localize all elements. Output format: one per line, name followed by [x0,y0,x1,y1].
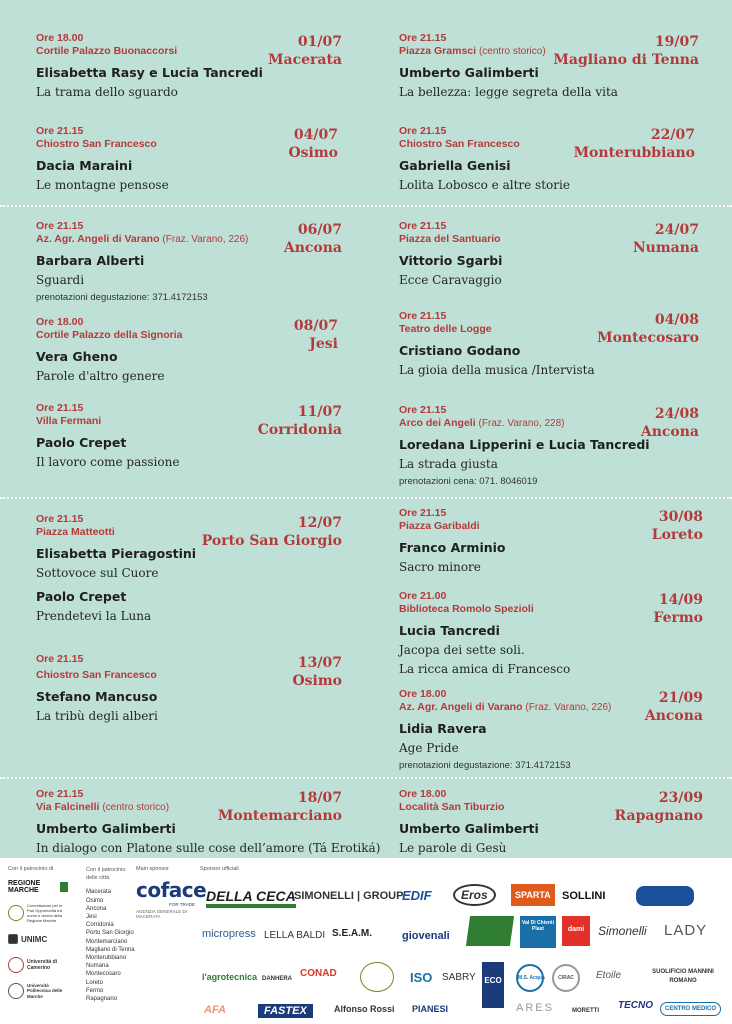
alfonso-rossi-logo: Alfonso Rossi [334,1004,395,1014]
event-city: Magliano di Tenna [553,52,699,68]
event-city: Montemarciano [217,808,342,824]
lella-baldi-logo: LELLA BALDI [264,930,326,941]
venue-note: (Fraz. Varano, 228) [478,418,565,429]
patronage-header: Con il patrocinio di [8,866,54,872]
regione-marche-logo [8,876,68,898]
event-card [399,32,699,100]
event-city: Numana [632,240,699,256]
lady-logo: LADY [664,922,708,939]
event-title: Prendetevi la Luna [36,609,152,623]
patronage-cities [86,866,136,1003]
event-time: Ore 21.15 [36,788,84,800]
centro-medico-logo: CENTRO MEDICO [660,1002,721,1016]
event-card [36,125,338,193]
event-title: Le parole di Gesù [399,841,507,855]
fastex-logo: FASTEX [258,1004,313,1018]
pari-opportunita-logo [8,902,68,924]
main-sponsor-block [136,866,207,919]
sponsors-footer [0,858,732,1024]
event-city: Ancona [283,240,342,256]
sparta-logo: SPARTA [511,884,555,906]
event-author: Franco Arminio [399,540,506,555]
row-separator [0,205,732,207]
sabry-logo: SABRY [442,972,476,983]
event-date: 14/09 [658,592,703,608]
venue-note: (Fraz. Varano, 226) [162,234,249,245]
dami-logo: dami [562,916,590,946]
event-title: La bellezza: legge segreta della vita [399,85,618,99]
event-city: Jesi [309,336,338,352]
ares-logo: ARES [516,1002,554,1014]
event-card [36,220,342,303]
event-time: Ore 21.15 [36,513,84,525]
event-title: La strada giusta [399,457,498,471]
val-di-chienti-logo: Val Di Chienti Plast [520,916,556,948]
event-time: Ore 21.15 [399,32,447,44]
eco-logo: ECO [482,962,504,1008]
event-city: Monterubbiano [573,145,695,161]
venue-name: Az. Agr. Angeli di Varano [399,701,523,713]
main-sponsor-header: Main sponsor [136,866,170,872]
booking-info: prenotazioni degustazione: 371.4172153 [399,760,571,771]
event-city: Osimo [292,673,342,689]
event-date: 23/09 [658,790,703,806]
coface-subtitle: AGENZIA GENERALE DI MACERATA [136,909,188,919]
eros-logo: Eros [453,884,496,906]
event-date: 04/07 [293,127,338,143]
event-time: Ore 21.15 [36,220,84,232]
event-venue: Piazza del Santuario [399,233,501,245]
event-title: Age Pride [399,741,459,755]
logo-label: Università di Camerino [27,959,58,971]
event-title: Lolita Lobosco e altre storie [399,178,570,192]
event-author: Dacia Maraini [36,158,133,173]
mannini-romano-logo: SUOLIFICIO MANNINI ROMANO [652,969,714,984]
event-title: Sottovoce sul Cuore [36,566,159,580]
event-time: Ore 21.15 [399,404,447,416]
venue-name: Arco dei Angeli [399,417,476,429]
official-sponsors-header: Sponsor ufficiali [200,866,239,872]
event-author: Umberto Galimberti [399,65,539,80]
city-item: Ancona [86,905,107,912]
logo-label: REGIONE MARCHE [8,880,41,894]
event-date: 13/07 [297,655,342,671]
event-title: Jacopa dei sette soli. [399,643,525,657]
city-item: Porto San Giorgio [86,930,134,937]
event-time: Ore 21.00 [399,590,447,602]
event-author: Paolo Crepet [36,589,127,604]
afa-logo: AFA [204,1004,226,1016]
event-time: Ore 18.00 [399,788,447,800]
event-card [36,788,381,856]
event-city: Loreto [651,527,703,543]
conad-logo: CONAD [300,968,337,979]
agrotecnica-logo: l'agrotecnica [202,972,258,982]
giovenali-logo: giovenali [402,930,450,942]
event-card [399,404,699,487]
event-date: 06/07 [297,222,342,238]
city-item: Monterubbiano [86,955,127,962]
event-date: 11/07 [297,404,342,420]
event-author: Lidia Ravera [399,721,487,736]
venue-note: (centro storico) [102,802,170,813]
event-venue: Biblioteca Romolo Spezioli [399,603,534,615]
event-city: Ancona [644,708,703,724]
event-author: Loredana Lipperini e Lucia Tancredi [399,437,650,452]
event-author: Gabriella Genisi [399,158,511,173]
event-card [36,513,342,624]
univpm-logo [8,980,68,1002]
city-item: Magliano di Tenna [86,946,135,953]
event-city: Fermo [653,610,703,626]
event-date: 08/07 [293,318,338,334]
event-time: Ore 21.15 [399,220,447,232]
event-venue: Località San Tiburzio [399,801,505,813]
event-time: Ore 18.00 [399,688,447,700]
event-city: Osimo [288,145,338,161]
event-author: Stefano Mancuso [36,689,158,704]
event-title: Parole d'altro genere [36,369,165,383]
event-venue: Teatro delle Logge [399,323,492,335]
event-venue: Cortile Palazzo Buonaccorsi [36,45,178,57]
event-card [399,788,703,856]
danhera-logo: DANHERA [262,976,292,982]
event-author: Elisabetta Pieragostini [36,546,197,561]
unimc-logo [8,928,68,950]
event-card [36,653,342,724]
event-date: 21/09 [658,690,703,706]
event-title: Ecce Caravaggio [399,273,502,287]
venue-note: (Fraz. Varano, 226) [525,702,612,713]
event-title: La gioia della musica /Intervista [399,363,595,377]
event-city: Ancona [640,424,699,440]
event-time: Ore 18.00 [36,32,84,44]
event-city: Montecosaro [597,330,699,346]
event-date: 04/08 [654,312,699,328]
event-venue: Piazza Matteotti [36,526,115,538]
event-title: Sacro minore [399,560,481,574]
event-author: Vittorio Sgarbi [399,253,503,268]
malvezzi-logo [636,886,694,906]
event-venue: Chiostro San Francesco [399,138,520,150]
event-card [36,32,342,100]
event-date: 22/07 [650,127,695,143]
coface-tag: FOR TRADE [169,902,195,907]
event-venue: Villa Fermani [36,415,102,427]
event-author: Barbara Alberti [36,253,145,268]
city-item: Fermo [86,987,104,994]
event-city: Rapagnano [614,808,703,824]
event-author: Umberto Galimberti [399,821,539,836]
venue-name: Az. Agr. Angeli di Varano [36,233,160,245]
event-card [399,590,703,677]
event-title-line2: La ricca amica di Francesco [399,662,571,676]
simonelli-logo: Simonelli [598,924,647,938]
della-ceca-logo: DELLA CECA [206,888,296,908]
event-title: Le montagne pensose [36,178,169,192]
event-city: Macerata [268,52,342,68]
unicam-logo [8,954,68,976]
venue-note: (centro storico) [478,46,546,57]
event-author: Umberto Galimberti [36,821,176,836]
official-sponsors-block [200,866,725,1017]
event-time: Ore 21.15 [36,125,84,137]
patronage-block [8,866,68,1006]
event-time: Ore 21.15 [36,653,84,665]
seam-logo: S.E.A.M. [332,928,373,939]
event-author: Elisabetta Rasy e Lucia Tancredi [36,65,263,80]
event-author: Vera Gheno [36,349,118,364]
event-author: Paolo Crepet [36,435,127,450]
city-item: Jesi [86,914,97,921]
iso-logo: ISO [410,970,433,985]
green-circle-logo [360,962,394,992]
event-title: Il lavoro come passione [36,455,180,469]
moretti-logo: MORETTI [572,1008,599,1014]
micropress-logo: micropress [202,928,256,940]
event-card [399,507,703,575]
event-venue: Piazza Garibaldi [399,520,480,532]
row-separator [0,777,732,779]
city-item: Montemarciano [86,938,128,945]
row-separator [0,497,732,499]
green-badge-logo [466,916,514,946]
event-card [36,316,338,384]
pianesi-logo: PIANESI [412,1004,449,1014]
city-item: Osimo [86,897,104,904]
edif-logo: EDIF [402,888,432,903]
event-venue: Cortile Palazzo della Signoria [36,329,183,341]
logo-label: UNIMC [21,934,48,944]
ms-acqua-logo: M.S. Acqua [516,964,544,992]
event-city: Corridonia [257,422,342,438]
etoile-logo: Etoile [596,970,622,981]
event-venue: Chiostro San Francesco [36,669,157,681]
city-item: Numana [86,963,109,970]
sollini-logo: SOLLINI [562,890,606,902]
tecno-logo: TECNO [618,1000,653,1011]
event-date: 12/07 [297,515,342,531]
event-venue: Chiostro San Francesco [36,138,157,150]
event-time: Ore 21.15 [399,310,447,322]
event-card [399,220,699,288]
event-date: 30/08 [658,509,703,525]
city-item: Montecosaro [86,971,121,978]
event-date: 19/07 [654,34,699,50]
event-time: Ore 21.15 [399,125,447,137]
event-title: La trama dello sguardo [36,85,178,99]
event-card [399,310,699,378]
event-title: La tribù degli alberi [36,709,158,723]
city-item: Rapagnano [86,996,118,1003]
event-author: Cristiano Godano [399,343,521,358]
event-time: Ore 21.15 [36,402,84,414]
city-item: Macerata [86,889,112,896]
logo-label: Università Politecnica delle Marche [27,982,63,999]
event-time: Ore 18.00 [36,316,84,328]
coface-logo: coface [136,878,207,902]
city-item: Loreto [86,979,104,986]
event-card [36,402,342,470]
event-date: 18/07 [297,790,342,806]
event-card [399,125,695,193]
event-title: In dialogo con Platone sulle cose dell’amore (Tá Erotiká) [36,841,381,855]
venue-name: Piazza Gramsci [399,45,477,57]
event-date: 24/07 [654,222,699,238]
event-time: Ore 21.15 [399,507,447,519]
city-item: Corridonia [86,922,114,929]
event-author: Lucia Tancredi [399,623,500,638]
booking-info: prenotazioni degustazione: 371.4172153 [36,292,208,303]
event-title: Sguardi [36,273,85,287]
event-date: 01/07 [297,34,342,50]
simonelli-group-logo: SIMONELLI | GROUP [294,890,404,902]
booking-info: prenotazioni cena: 071. 8046019 [399,476,538,487]
event-card [399,688,703,771]
venue-name: Via Falcinelli [36,801,100,813]
event-city: Porto San Giorgio [201,533,342,549]
cities-header: Con il patrocinio delle città [86,867,126,882]
cirac-logo: CIRAC [552,964,580,992]
logo-label: Commissione per le Pari Opportunità tra uomo e donna della Regione Marche [27,903,63,923]
event-date: 24/08 [654,406,699,422]
